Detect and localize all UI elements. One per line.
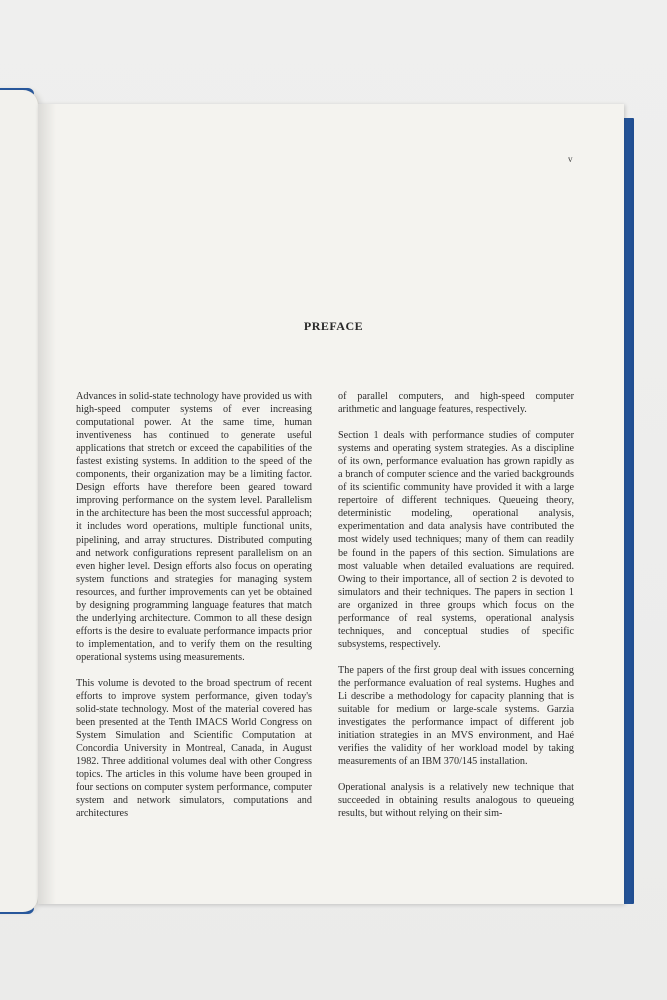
paragraph: of parallel computers, and high-speed computer arithmetic and language features, respectively. [338,391,574,416]
paragraph: Section 1 deals with performance studies of computer systems and operating system strategies. As a discipline of its own, performance evaluation has grown rapidly as a branch of computer science and the varied backgrounds of its scientific community have provided it with a large repertoire of different techniques. Queueing theory, deterministic modeling, operational analysis, experimentation and data analysis have contributed the most widely used techniques; many of them can readily be found in the papers of this section. Simulations are most valuable when detailed evaluations are required. Owing to their importance, all of section 2 is devoted to simulators and their techniques. The papers in section 1 are organized in three groups which focus on the performance of real systems, operational analysis techniques, and conceptual studies of specific subsystems, respectively. [338,430,574,650]
paragraph: The papers of the first group deal with issues concerning the performance evaluation of real systems. Hughes and Li describe a methodology for capacity planning that is suitable for medium or large-scale systems. Garzia investigates the performance impact of different job initiation strategies in an MVS environment, and Haé verifies the validity of her workload model by taking measurements of an IBM 370/145 installation. [338,664,574,768]
right-column [338,390,574,833]
page-title: PREFACE [303,319,364,333]
page-gutter-shadow [38,104,56,904]
paragraph: Advances in solid-state technology have provided us with high-speed computer systems of ever increasing computational power. At the same time, human inventiveness has continued to generate useful applications that stretch or exceed the capabilities of the fastest existing systems. In addition to the speed of the components, their organization may be a limiting factor. Design efforts have therefore been geared toward improving performance on the system level. Parallelism in the architecture has been the most successful approach; it includes word operations, multiple functional units, pipelining, and array structures. Distributed computing and network configurations represent parallelism on an even higher level. Design efforts also focus on operating system functions and strategies for managing system resources, and further improvements can yet be obtained by designing programming language features that match the underlying architecture. Common to all these design efforts is the desire to evaluate performance impacts prior to implementation, and to verify them on the resulting operational systems using measurements. [76,391,312,663]
paragraph: Operational analysis is a relatively new technique that succeeded in obtaining results analogous to queueing results, but without relying on their sim- [338,782,574,820]
left-column [76,390,312,834]
paragraph: This volume is devoted to the broad spectrum of recent efforts to improve system performance, given today's solid-state technology. Most of the material covered has been presented at the Tenth IMACS World Congress on System Simulation and Scientific Computation at Concordia University in Montreal, Canada, in August 1982. Three additional volumes deal with other Congress topics. The articles in this volume have been grouped in four sections on computer system performance, computer system and network simulators, computations and architectures [76,677,312,820]
page-number: v [568,154,573,164]
left-page [0,90,39,912]
